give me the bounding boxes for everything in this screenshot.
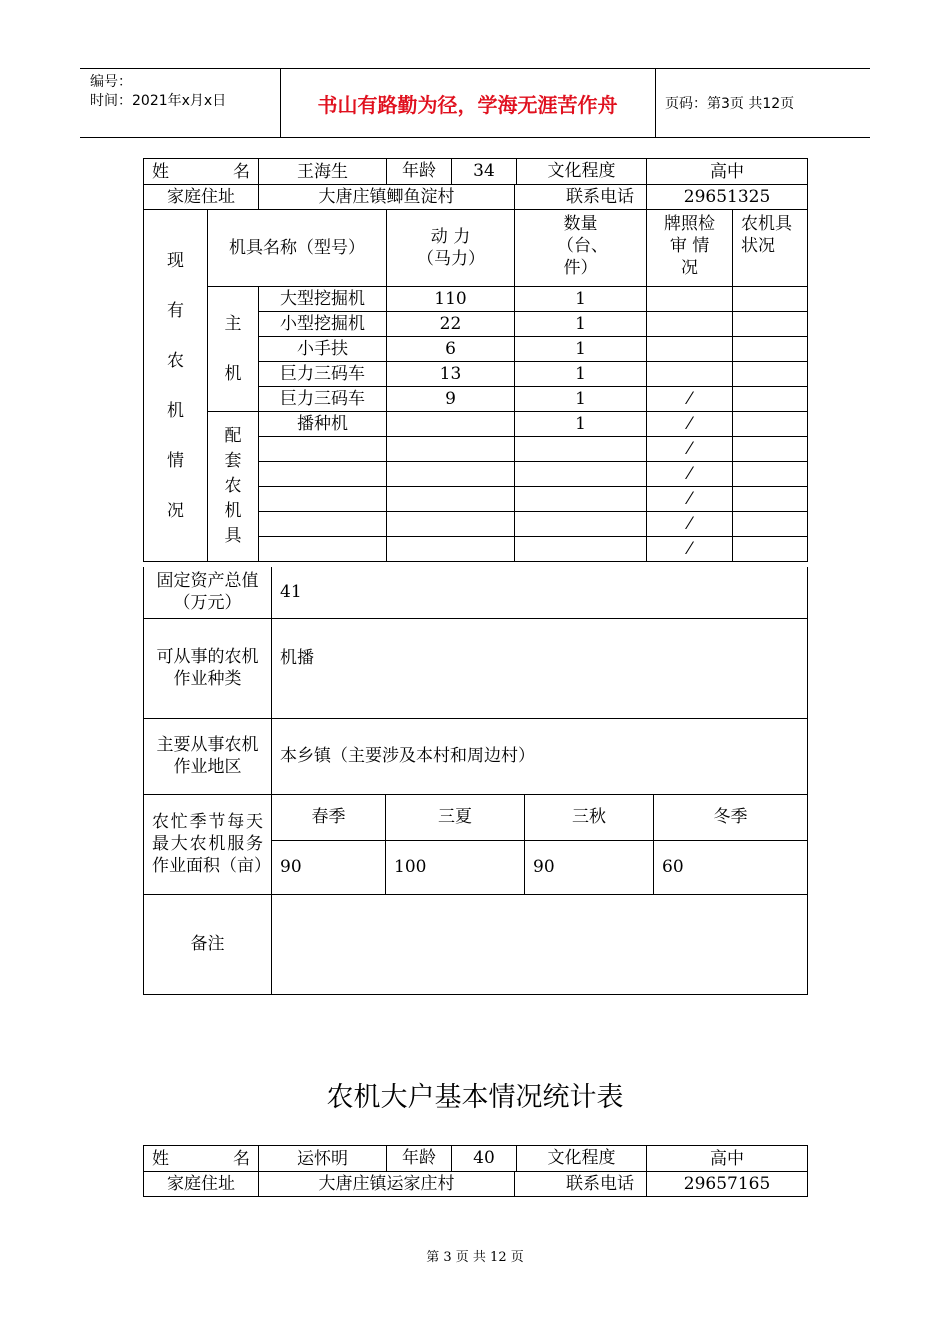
machine-qty: 1: [515, 362, 647, 387]
work-type-value: 机播: [272, 618, 808, 718]
machine-power: 9: [387, 387, 515, 412]
address-label: 家庭住址: [144, 185, 259, 210]
aux-license: ⁄: [647, 487, 733, 512]
aux-status: [733, 412, 808, 437]
machine-name: 巨力三码车: [259, 362, 387, 387]
col-header-name: 机具名称（型号）: [208, 210, 387, 287]
doc-number-label: 编号：: [90, 74, 132, 90]
edu-value: 高中: [647, 1146, 808, 1172]
name-label: 姓 名: [144, 159, 259, 185]
machine-status: [733, 387, 808, 412]
aux-qty: 1: [515, 412, 647, 437]
aux-name: [259, 512, 387, 537]
area-value: 本乡镇（主要涉及本村和周边村）: [272, 718, 808, 794]
work-type-label: 可从事的农机作业种类: [144, 618, 272, 718]
assets-label: 固定资产总值（万元）: [144, 567, 272, 618]
aux-name: [259, 437, 387, 462]
machine-qty: 1: [515, 387, 647, 412]
aux-power: [387, 537, 515, 562]
header-meta: [90, 73, 226, 111]
machine-power: 110: [387, 287, 515, 312]
aux-power: [387, 437, 515, 462]
aux-qty: [515, 512, 647, 537]
header-motto: 书山有路勤为径，学海无涯苦作舟: [317, 92, 618, 117]
farmer-info-table-1-lower: [143, 567, 808, 995]
aux-power: [387, 487, 515, 512]
header-divider: [655, 69, 656, 137]
aux-license: ⁄: [647, 537, 733, 562]
aux-name: [259, 537, 387, 562]
name-value: 运怀明: [259, 1146, 387, 1172]
address-value: 大唐庄镇鲫鱼淀村: [259, 185, 515, 210]
page-footer: 第 3 页 共 12 页: [426, 1250, 524, 1265]
doc-time-label: 时间：2021年x月x日: [90, 93, 227, 109]
aux-status: [733, 487, 808, 512]
aux-power: [387, 512, 515, 537]
edu-value: 高中: [647, 159, 808, 185]
col-header-qty: 数量（台、件）: [515, 210, 647, 287]
aux-status: [733, 462, 808, 487]
season-area-label: 农忙季节每天最大农机服务作业面积（亩）: [144, 794, 272, 894]
aux-name: [259, 462, 387, 487]
season-value-winter: 60: [654, 840, 808, 894]
machine-qty: 1: [515, 312, 647, 337]
aux-name: 播种机: [259, 412, 387, 437]
aux-status: [733, 512, 808, 537]
remark-value: [272, 894, 808, 994]
machine-license: ⁄: [647, 387, 733, 412]
assets-value: 41: [272, 567, 808, 618]
age-value: 40: [473, 1148, 495, 1168]
season-summer: 三夏: [386, 794, 525, 840]
farmer-info-table-1: [143, 158, 808, 562]
phone-label: 联系电话: [515, 1172, 647, 1197]
aux-license: ⁄: [647, 412, 733, 437]
farmer-info-table-2: [143, 1145, 808, 1197]
aux-qty: [515, 462, 647, 487]
aux-machine-label: 配套农机具: [208, 412, 259, 562]
machine-name: 小型挖掘机: [259, 312, 387, 337]
machine-power: 13: [387, 362, 515, 387]
phone-label: 联系电话: [515, 185, 647, 210]
name-value: 王海生: [259, 159, 387, 185]
machine-name: 小手扶: [259, 337, 387, 362]
page-header: [80, 68, 870, 138]
machine-license: [647, 312, 733, 337]
age-label: 年龄: [387, 1146, 452, 1171]
remark-label: 备注: [144, 894, 272, 994]
address-label: 家庭住址: [144, 1172, 259, 1197]
machine-power: 6: [387, 337, 515, 362]
aux-license: ⁄: [647, 437, 733, 462]
machine-license: [647, 337, 733, 362]
season-autumn: 三秋: [525, 794, 654, 840]
machine-status: [733, 362, 808, 387]
machine-status: [733, 312, 808, 337]
machine-name: 大型挖掘机: [259, 287, 387, 312]
machine-status: [733, 287, 808, 312]
aux-license: ⁄: [647, 512, 733, 537]
age-value: 34: [473, 161, 495, 181]
form-title: 农机大户基本情况统计表: [326, 1082, 624, 1113]
address-value: 大唐庄镇运家庄村: [259, 1172, 515, 1197]
machine-power: 22: [387, 312, 515, 337]
edu-label: 文化程度: [516, 159, 646, 184]
phone-value: 29657165: [647, 1172, 808, 1197]
season-value-summer: 100: [386, 840, 525, 894]
aux-power: [387, 462, 515, 487]
machine-name: 巨力三码车: [259, 387, 387, 412]
machine-qty: 1: [515, 337, 647, 362]
aux-status: [733, 537, 808, 562]
col-header-license: 牌照检审 情 况: [647, 210, 733, 287]
aux-name: [259, 487, 387, 512]
machine-license: [647, 362, 733, 387]
main-machine-label: 主机: [208, 287, 259, 412]
season-value-autumn: 90: [525, 840, 654, 894]
aux-qty: [515, 437, 647, 462]
aux-qty: [515, 487, 647, 512]
season-spring: 春季: [272, 794, 386, 840]
section-label-machines: 现有农机情况: [144, 210, 208, 562]
header-page-label: 页码：第3页 共12页: [665, 96, 795, 112]
area-label: 主要从事农机作业地区: [144, 718, 272, 794]
edu-label: 文化程度: [516, 1146, 646, 1171]
col-header-power: 动 力（马力）: [387, 210, 515, 287]
age-label: 年龄: [387, 159, 452, 184]
machine-license: [647, 287, 733, 312]
col-header-status: 农机具状况: [733, 210, 808, 287]
aux-status: [733, 437, 808, 462]
machine-qty: 1: [515, 287, 647, 312]
season-value-spring: 90: [272, 840, 386, 894]
aux-power: [387, 412, 515, 437]
name-label: 姓 名: [144, 1146, 259, 1172]
machine-status: [733, 337, 808, 362]
aux-license: ⁄: [647, 462, 733, 487]
phone-value: 29651325: [647, 185, 808, 210]
season-winter: 冬季: [654, 794, 808, 840]
aux-qty: [515, 537, 647, 562]
